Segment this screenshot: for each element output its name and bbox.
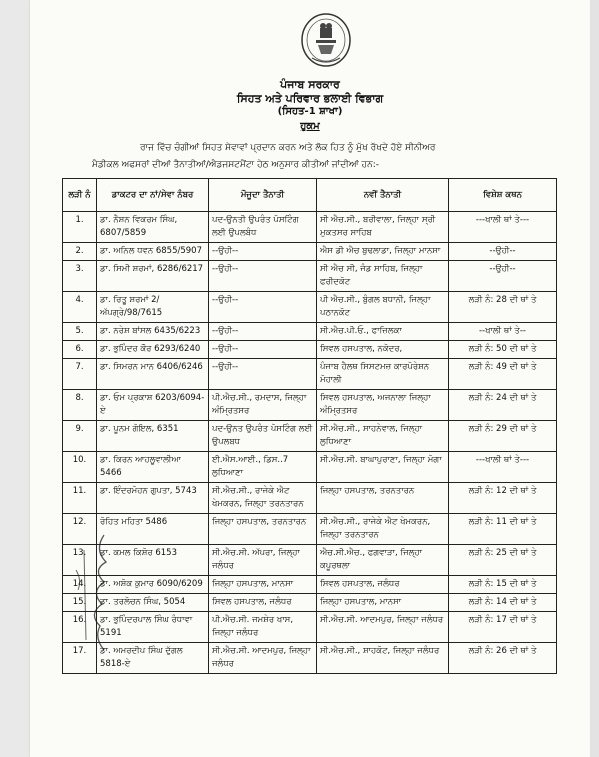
cell-remarks: --ਉਹੀ-- [449,261,557,292]
table-row [63,292,557,323]
table-row [63,643,557,674]
cell-serial: 10. [63,452,97,483]
punjab-government-emblem [298,10,354,74]
postings-table [62,178,557,674]
cell-remarks: ਲੜੀ ਨੰ: 50 ਦੀ ਥਾਂ ਤੇ [449,341,557,359]
table-row [63,576,557,594]
cell-serial: 14. [63,576,97,594]
cell-new-posting: ਸੀ.ਐਚ.ਪੀ.ਓ., ਫਾਜ਼ਿਲਕਾ [317,323,449,341]
cell-current-posting: ਸੀ.ਐਚ.ਸੀ. ਆਦਮਪੁਰ, ਜਿਲ੍ਹਾ ਜਲੰਧਰ [209,643,317,674]
cell-remarks: ---ਖਾਲੀ ਥਾਂ ਤੇ--- [449,452,557,483]
table-header-row [63,179,557,212]
cell-current-posting: ਜਿਲ੍ਹਾ ਹਸਪਤਾਲ, ਮਾਨਸਾ [209,576,317,594]
cell-current-posting: --ਉਹੀ-- [209,261,317,292]
cell-current-posting: ਪਦ-ਉਨਤ ਉਪਰੰਤ ਪੋਸਟਿੰਗ ਲਈ ਉਪਲਬਧ [209,421,317,452]
cell-serial: 1. [63,212,97,243]
col-header-doctor: ਡਾਕਟਰ ਦਾ ਨਾਂ/ਸੇਵਾ ਨੰਬਰ [97,179,209,212]
cell-new-posting: ਸਿਵਲ ਹਸਪਤਾਲ, ਨਕੋਦਰ, [317,341,449,359]
cell-remarks: ਲੜੀ ਨੰ: 14 ਦੀ ਥਾਂ ਤੇ [449,594,557,612]
cell-current-posting: ਈ.ਐਸ.ਆਈ., ਡਿਸ..7 ਲੁਧਿਆਣਾ [209,452,317,483]
cell-remarks: ਲੜੀ ਨੰ: 29 ਦੀ ਥਾਂ ਤੇ [449,421,557,452]
cell-remarks: ਲੜੀ ਨੰ: 28 ਦੀ ਥਾਂ ਤੇ [449,292,557,323]
col-header-remarks: ਵਿਸ਼ੇਸ਼ ਕਥਨ [449,179,557,212]
table-row [63,514,557,545]
cell-doctor: ਡਾ. ਤਰਲੋਚਨ ਸਿੰਘ, 5054 [97,594,209,612]
col-header-new-posting: ਨਵੀਂ ਤੈਨਾਤੀ [317,179,449,212]
cell-remarks: ਲੜੀ ਨੰ: 17 ਦੀ ਥਾਂ ਤੇ [449,612,557,643]
col-header-serial: ਲੜੀ ਨੰ [63,179,97,212]
cell-doctor: ਡਾ. ਪੂਨਮ ਗੋਇਲ, 6351 [97,421,209,452]
cell-current-posting: ਜਿਲ੍ਹਾ ਹਸਪਤਾਲ, ਤਰਨਤਾਰਨ [209,514,317,545]
cell-serial: 2. [63,243,97,261]
cell-serial: 6. [63,341,97,359]
table-row [63,341,557,359]
cell-serial: 5. [63,323,97,341]
cell-current-posting: ਸਿਵਲ ਹਸਪਤਾਲ, ਜਲੰਧਰ [209,594,317,612]
cell-doctor: ਡਾ. ਰਿਤੂ ਸ਼ਰਮਾਂ 2/ਅੱਪਗ੍ਰੇ/98/7615 [97,292,209,323]
intro-line-2: ਮੈਡੀਕਲ ਅਫਸਰਾਂ ਦੀਆਂ ਤੈਨਾਤੀਆਂ/ਐਡਜਸਟਮੈਂਟਾ ਹੇਠ ਅਨੁਸਾਰ ਕੀਤੀਆਂ ਜਾਂਦੀਆਂ ਹਨ:- [92,160,379,170]
col-header-current-posting: ਮੌਜੂਦਾ ਤੈਨਾਤੀ [209,179,317,212]
table-row [63,545,557,576]
intro-line-1: ਰਾਜ ਵਿੱਚ ਚੰਗੀਆਂ ਸਿਹਤ ਸੇਵਾਵਾਂ ਪ੍ਰਦਾਨ ਕਰਨ ਅਤੇ ਲੋਕ ਹਿਤ ਨੂੰ ਮੁੱਖ ਰੱਖਦੇ ਹੋਏ ਸੀਨੀਅਰ [140,143,436,153]
cell-serial: 16. [63,612,97,643]
cell-serial: 12. [63,514,97,545]
cell-new-posting: ਪੀ ਐਚ.ਸੀ., ਬੁੰਗਲ ਬਧਾਨੀ, ਜਿਲ੍ਹਾ ਪਠਾਨਕੋਟ [317,292,449,323]
cell-doctor: ਡਾ. ਨੈਸ਼ਨ ਵਿਕਰਮ ਸਿੰਘ, 6807/5859 [97,212,209,243]
cell-current-posting: ਪਦ-ਉਨਤੀ ਉਪਰੰਤ ਪੋਸਟਿੰਗ ਲਈ ਉਪਲਬੰਧ [209,212,317,243]
cell-new-posting: ਸੀ ਐਚ.ਸੀ., ਬਰੀਵਾਲਾ, ਜਿਲ੍ਹਾ ਸ੍ਰੀ ਮੁਕਤਸਰ ਸਾਹਿਬ [317,212,449,243]
table-row [63,612,557,643]
table-row [63,452,557,483]
cell-remarks: --ਖਾਲੀ ਥਾਂ ਤੇ-- [449,323,557,341]
cell-current-posting: ਸੀ.ਐਚ.ਸੀ. ਅੱਪਰਾ, ਜਿਲ੍ਹਾ ਜਲੰਧਰ [209,545,317,576]
cell-current-posting: ਸੀ.ਐਚ.ਸੀ., ਰਾਜੇਕੇ ਐਟ ਖੇਮਕਰਨ, ਜਿਲ੍ਹਾ ਤਰਨਤਾਰਨ [209,483,317,514]
cell-current-posting: --ਉਹੀ-- [209,359,317,390]
cell-doctor: ਰੋਹਿਤ ਮਹਿਤਾ 5486 [97,514,209,545]
cell-new-posting: ਸੀ.ਐਚ.ਸੀ. ਬਾਘਾਪੁਰਾਣਾ, ਜਿਲ੍ਹਾ ਮੋਗਾ [317,452,449,483]
cell-serial: 8. [63,390,97,421]
cell-remarks: ਲੜੀ ਨੰ: 26 ਦੀ ਥਾਂ ਤੇ [449,643,557,674]
table-row [63,421,557,452]
table-row [63,323,557,341]
cell-remarks: --ਉਹੀ-- [449,243,557,261]
cell-remarks: ਲੜੀ ਨੰ: 49 ਦੀ ਥਾਂ ਤੇ [449,359,557,390]
cell-new-posting: ਐਚ.ਸੀ.ਐਚ., ਫਗਵਾੜਾ, ਜਿਲ੍ਹਾ ਕਪੂਰਥਲਾ [317,545,449,576]
cell-doctor: ਡਾ. ਅਨਿਲ ਧਵਨ 6855/5907 [97,243,209,261]
cell-new-posting: ਸੀ.ਐਚ.ਸੀ., ਸਾਹਨੇਵਾਲ, ਜਿਲ੍ਹਾ ਲੁਧਿਆਣਾ [317,421,449,452]
cell-serial: 3. [63,261,97,292]
table-row [63,359,557,390]
cell-new-posting: ਸਿਵਲ ਹਸਪਤਾਲ, ਜਲੰਧਰ [317,576,449,594]
government-title: ਪੰਜਾਬ ਸਰਕਾਰ [280,78,340,91]
cell-new-posting: ਸੀ.ਐਚ.ਸੀ. ਆਦਮਪੁਰ, ਜਿਲ੍ਹਾ ਜਲੰਧਰ [317,612,449,643]
cell-current-posting: ਪੀ.ਐਚ.ਸੀ. ਜਮਸ਼ੇਰ ਖਾਸ, ਜਿਲ੍ਹਾ ਜਲੰਧਰ [209,612,317,643]
cell-remarks: ਲੜੀ ਨੰ: 15 ਦੀ ਥਾਂ ਤੇ [449,576,557,594]
cell-doctor: ਡਾ. ਅਮਰਦੀਪ ਸਿੰਘ ਦੁੱਗਲ 5818-ਏ [97,643,209,674]
cell-doctor: ਡਾ. ਸਿਮਰਨ ਮਾਨ 6406/6246 [97,359,209,390]
cell-serial: 11. [63,483,97,514]
cell-current-posting: --ਉਹੀ-- [209,323,317,341]
cell-new-posting: ਸੀ.ਐਚ.ਸੀ., ਰਾਜੇਕੇ ਐਟ ਖੇਮਕਰਨ, ਜਿਲ੍ਹਾ ਤਰਨਤਾਰਨ [317,514,449,545]
department-title: ਸਿਹਤ ਅਤੇ ਪਰਿਵਾਰ ਭਲਾਈ ਵਿਭਾਗ [236,92,384,105]
cell-doctor: ਡਾ. ਓਮ ਪ੍ਰਕਾਸ਼ 6203/6094-ਏ [97,390,209,421]
page-edge-shadow [590,0,599,757]
cell-doctor: ਡਾ. ਭੁਪਿੰਦਰਪਾਲ ਸਿੰਘ ਰੰਧਾਵਾ 5191 [97,612,209,643]
cell-serial: 9. [63,421,97,452]
cell-new-posting: ਸੀ.ਐਚ.ਸੀ., ਸ਼ਾਹਕੋਟ, ਜਿਲ੍ਹਾ ਜਲੰਧਰ [317,643,449,674]
cell-doctor: ਡਾ. ਸਿਮੀ ਸ਼ਰਮਾਂ, 6286/6217 [97,261,209,292]
table-row [63,594,557,612]
cell-current-posting: --ਉਹੀ-- [209,292,317,323]
cell-remarks: ---ਖਾਲੀ ਥਾਂ ਤੇ--- [449,212,557,243]
cell-doctor: ਡਾ. ਕਿਰਨ ਆਹਲੂਵਾਲੀਆ 5466 [97,452,209,483]
intro-paragraph [92,140,552,174]
table-row [63,483,557,514]
cell-remarks: ਲੜੀ ਨੰ: 12 ਦੀ ਥਾਂ ਤੇ [449,483,557,514]
table-row [63,212,557,243]
cell-new-posting: ਜਿਲ੍ਹਾ ਹਸਪਤਾਲ, ਮਾਨਸਾ [317,594,449,612]
cell-remarks: ਲੜੀ ਨੰ: 11 ਦੀ ਥਾਂ ਤੇ [449,514,557,545]
cell-new-posting: ਜਿਲ੍ਹਾ ਹਸਪਤਾਲ, ਤਰਨਤਾਰਨ [317,483,449,514]
branch-title: (ਸਿਹਤ-1 ਸ਼ਾਖਾ) [277,106,343,117]
cell-current-posting: --ਉਹੀ-- [209,341,317,359]
cell-serial: 4. [63,292,97,323]
order-heading: ਹੁਕਮ [300,121,320,132]
table-row [63,261,557,292]
cell-serial: 17. [63,643,97,674]
cell-remarks: ਲੜੀ ਨੰ: 25 ਦੀ ਥਾਂ ਤੇ [449,545,557,576]
cell-current-posting: ਪੀ.ਐਚ.ਸੀ., ਰਮਦਾਸ, ਜਿਲ੍ਹਾ ਅੰਮ੍ਰਿਤਸਰ [209,390,317,421]
cell-doctor: ਡਾ. ਨਰੇਸ਼ ਬਾਂਸਲ 6435/6223 [97,323,209,341]
cell-new-posting: ਪੰਜਾਬ ਹੈਲਥ ਸਿਸਟਮਜ਼ ਕਾਰਪੋਰੇਸ਼ਨ ਮੋਹਾਲੀ [317,359,449,390]
cell-remarks: ਲੜੀ ਨੰ: 24 ਦੀ ਥਾਂ ਤੇ [449,390,557,421]
cell-doctor: ਡਾ. ਇੰਦਰਮੋਹਨ ਗੁਪਤਾ, 5743 [97,483,209,514]
table-row [63,243,557,261]
table-row [63,390,557,421]
cell-new-posting: ਸੀ ਐਚ ਸੀ, ਜੰਡ ਸਾਹਿਬ, ਜਿਲ੍ਹਾ ਫਰੀਦਕੋਟ [317,261,449,292]
cell-new-posting: ਸਿਵਲ ਹਸਪਤਾਲ, ਅਜਨਾਲਾ ਜਿਲ੍ਹਾ ਅੰਮ੍ਰਿਤਸਰ [317,390,449,421]
cell-doctor: ਡਾ. ਭੁਪਿੰਦਰ ਕੌਰ 6293/6240 [97,341,209,359]
cell-serial: 15. [63,594,97,612]
cell-doctor: ਡਾ. ਅਸ਼ੋਕ ਕੁਮਾਰ 6090/6209 [97,576,209,594]
cell-current-posting: --ਉਹੀ-- [209,243,317,261]
cell-serial: 13. [63,545,97,576]
cell-new-posting: ਐਸ ਡੀ ਐਚ ਬੁਢਲਾਡਾ, ਜਿਲ੍ਹਾ ਮਾਨਸਾ [317,243,449,261]
cell-serial: 7. [63,359,97,390]
cell-doctor: ਡਾ. ਕਮਲ ਕਿਸ਼ੋਰ 6153 [97,545,209,576]
